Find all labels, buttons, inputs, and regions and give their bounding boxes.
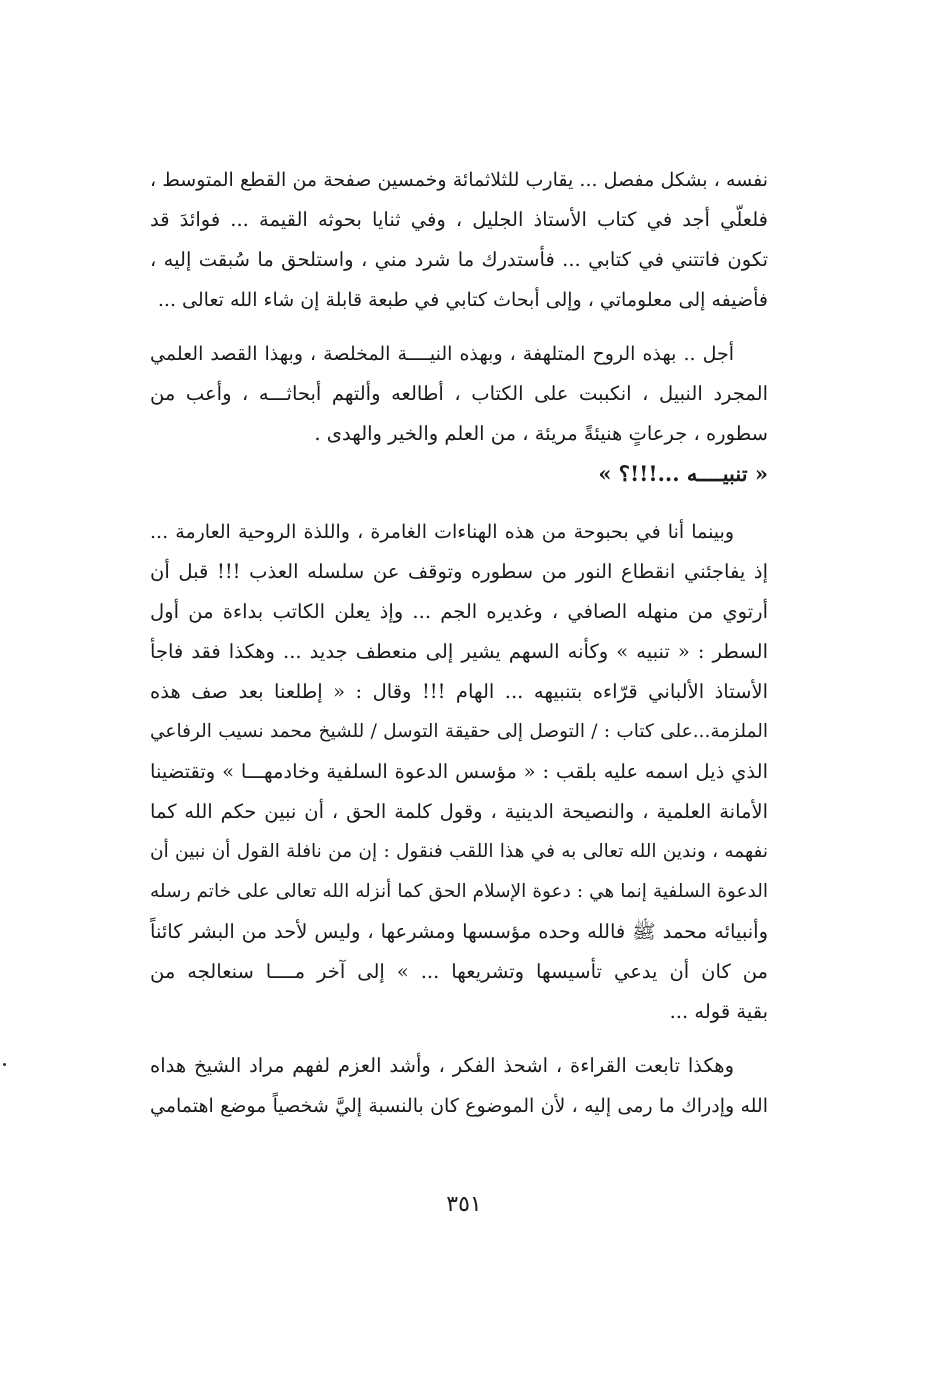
scan-speck (3, 1063, 6, 1066)
page-body (150, 160, 768, 1126)
text-line: وهكذا تابعت القراءة ، اشحذ الفكر ، وأشد العزم لفهم مراد الشيخ هداه (150, 1054, 734, 1077)
text-line: فلعلّي أجد في كتاب الأستاذ الجليل ، وفي ثنايا بحوثه القيمة ... فوائدَ قد (150, 208, 768, 231)
text-line: المجرد النبيل ، انكببت على الكتاب ، أطالعه وألتهم أبحاثـــه ، وأعب من (150, 382, 768, 405)
text-line: الأستاذ الألباني قرّاءه بتنبيهه ... الهام !!! وقال : « إطلعنا بعد صف هذه (150, 680, 768, 703)
text-line: نفسه ، بشكل مفصل ... يقارب للثلاثمائة وخمسين صفحة من القطع المتوسط ، (150, 169, 768, 191)
paragraph-3 (150, 512, 768, 1032)
text-line: الذي ذيل اسمه عليه بلقب : « مؤسس الدعوة السلفية وخادمهـــا » وتقتضينا (150, 760, 768, 783)
section-heading: « تنبيــــه ...!!!؟ » (598, 461, 768, 486)
text-line: الله وإدراك ما رمى إليه ، لأن الموضوع كان بالنسبة إليَّ شخصياً موضع اهتمامي (150, 1095, 768, 1117)
text-line: الملزمة...على كتاب : / التوصل إلى حقيقة التوسل / للشيخ محمد نسيب الرفاعي (150, 721, 768, 742)
text-line: بقية قوله ... (669, 1000, 768, 1023)
text-line: وبينما أنا في بحبوحة من هذه الهناءات الغامرة ، واللذة الروحية العارمة ... (150, 521, 734, 543)
text-line: الدعوة السلفية إنما هي : دعوة الإسلام الحق كما أنزله الله تعالى على خاتم رسله (150, 881, 768, 902)
page-number: ٣٥١ (446, 1192, 482, 1217)
text-line: تكون فاتتني في كتابي ... فأستدرك ما شرد مني ، واستلحق ما سُبقت إليه ، (150, 248, 768, 271)
paragraph-4 (150, 1046, 768, 1126)
text-line: نفهمه ، وندين الله تعالى به في هذا اللقب فنقول : إن من نافلة القول أن نبين أن (150, 841, 768, 862)
text-line: السطر : « تنبيه » وكأنه السهم يشير إلى منعطف جديد ... وهكذا فقد فاجأ (150, 640, 768, 663)
text-line: أرتوي من منهله الصافي ، وغديره الجم ... وإذ يعلن الكاتب بداءة من أول (150, 600, 768, 623)
text-line: من كان أن يدعي تأسيسها وتشريعها ... » إلى آخر مــــا سنعالجه من (150, 960, 768, 983)
text-line: سطوره ، جرعاتٍ هنيئةً مريئة ، من العلم والخير والهدى . (314, 422, 768, 445)
text-line: وأنبيائه محمد ﷺ فالله وحده مؤسسها ومشرعها ، وليس لأحد من البشر كائناً (150, 920, 768, 943)
text-line: فأضيفه إلى معلوماتي ، وإلى أبحاث كتابي في طبعة قابلة إن شاء الله تعالى ... (157, 289, 768, 311)
text-line: أجل .. بهذه الروح المتلهفة ، وبهذه النيــــة المخلصة ، وبهذا القصد العلمي (150, 343, 734, 365)
paragraph-1 (150, 160, 768, 320)
paragraph-2 (150, 334, 768, 454)
text-line: الأمانة العلمية ، والنصيحة الدينية ، وقول كلمة الحق ، أن نبين حكم الله كما (150, 800, 768, 823)
text-line: إذ يفاجئني انقطاع النور من سطوره وتوقف عن سلسله العذب !!! قبل أن (150, 560, 768, 583)
